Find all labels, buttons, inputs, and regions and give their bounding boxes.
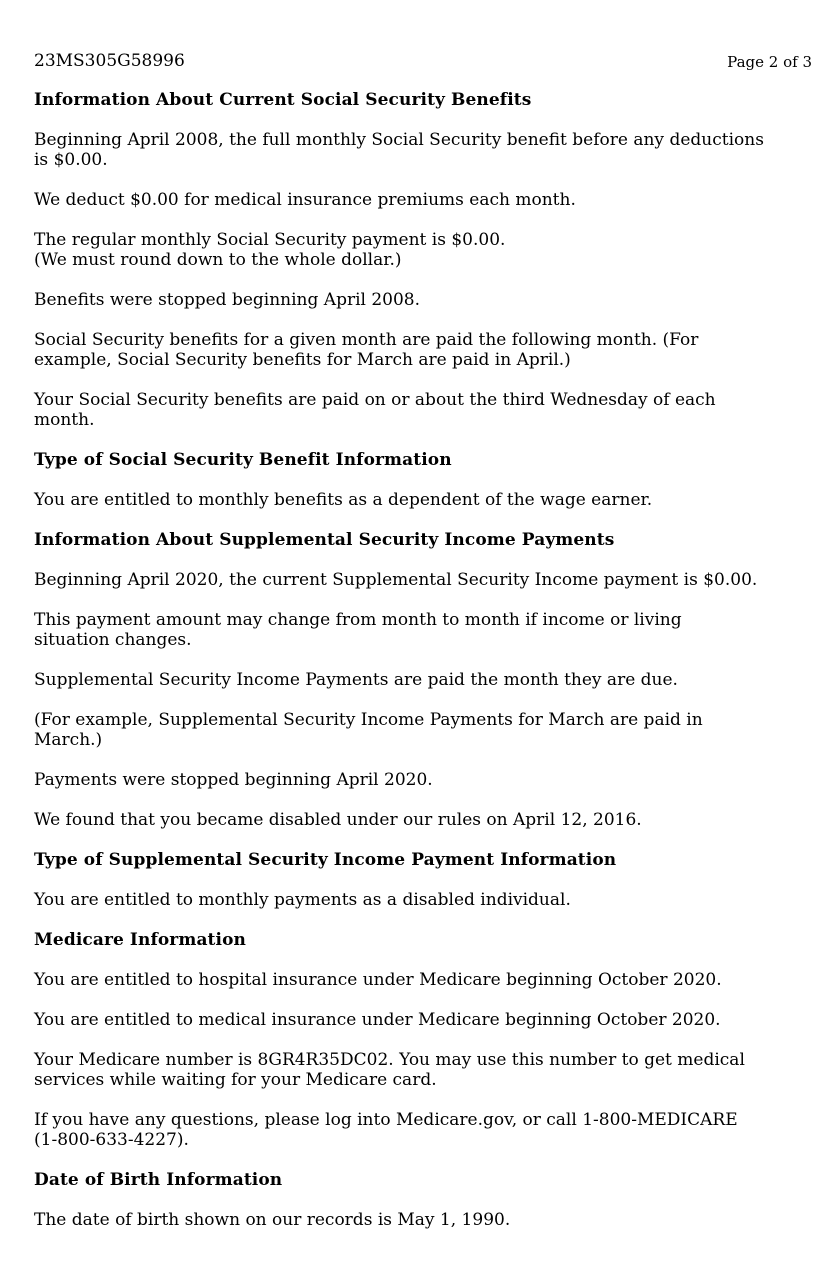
- section-heading-ssi-payments: Information About Supplemental Security Income Payments: [34, 530, 615, 550]
- paragraph: Beginning April 2008, the full monthly Social Security benefit before any deductions is $0.00.: [34, 130, 764, 170]
- document-id: 23MS305G58996: [34, 51, 185, 71]
- paragraph: Social Security benefits for a given month are paid the following month. (For example, Social Security benefits for March are paid in April.): [34, 330, 699, 370]
- paragraph: We deduct $0.00 for medical insurance premiums each month.: [34, 190, 576, 210]
- paragraph: Supplemental Security Income Payments are paid the month they are due.: [34, 670, 678, 690]
- paragraph: Beginning April 2020, the current Supplemental Security Income payment is $0.00.: [34, 570, 758, 590]
- paragraph: The date of birth shown on our records is May 1, 1990.: [34, 1210, 511, 1230]
- page-header: [34, 50, 812, 74]
- page-number: Page 2 of 3: [727, 53, 812, 71]
- paragraph: If you have any questions, please log into Medicare.gov, or call 1-800-MEDICARE (1-800-633-4227).: [34, 1110, 738, 1150]
- section-heading-current-ss-benefits: Information About Current Social Security Benefits: [34, 90, 532, 110]
- paragraph: Your Social Security benefits are paid on or about the third Wednesday of each month.: [34, 390, 716, 430]
- paragraph: This payment amount may change from month to month if income or living situation changes.: [34, 610, 682, 650]
- paragraph: Your Medicare number is 8GR4R35DC02. You may use this number to get medical services while waiting for your Medicare card.: [34, 1050, 745, 1090]
- section-heading-ssi-payment-type: Type of Supplemental Security Income Payment Information: [34, 850, 617, 870]
- paragraph: You are entitled to monthly payments as a disabled individual.: [34, 890, 571, 910]
- paragraph: We found that you became disabled under our rules on April 12, 2016.: [34, 810, 642, 830]
- section-heading-medicare: Medicare Information: [34, 930, 246, 950]
- document-body: [34, 90, 820, 1250]
- section-heading-ss-benefit-type: Type of Social Security Benefit Information: [34, 450, 452, 470]
- paragraph: Benefits were stopped beginning April 2008.: [34, 290, 421, 310]
- section-heading-date-of-birth: Date of Birth Information: [34, 1170, 283, 1190]
- paragraph: You are entitled to hospital insurance under Medicare beginning October 2020.: [34, 970, 722, 990]
- paragraph: The regular monthly Social Security payment is $0.00. (We must round down to the whole dollar.): [34, 230, 506, 270]
- paragraph: You are entitled to medical insurance under Medicare beginning October 2020.: [34, 1010, 721, 1030]
- paragraph: You are entitled to monthly benefits as a dependent of the wage earner.: [34, 490, 653, 510]
- paragraph: Payments were stopped beginning April 2020.: [34, 770, 433, 790]
- paragraph: (For example, Supplemental Security Income Payments for March are paid in March.): [34, 710, 703, 750]
